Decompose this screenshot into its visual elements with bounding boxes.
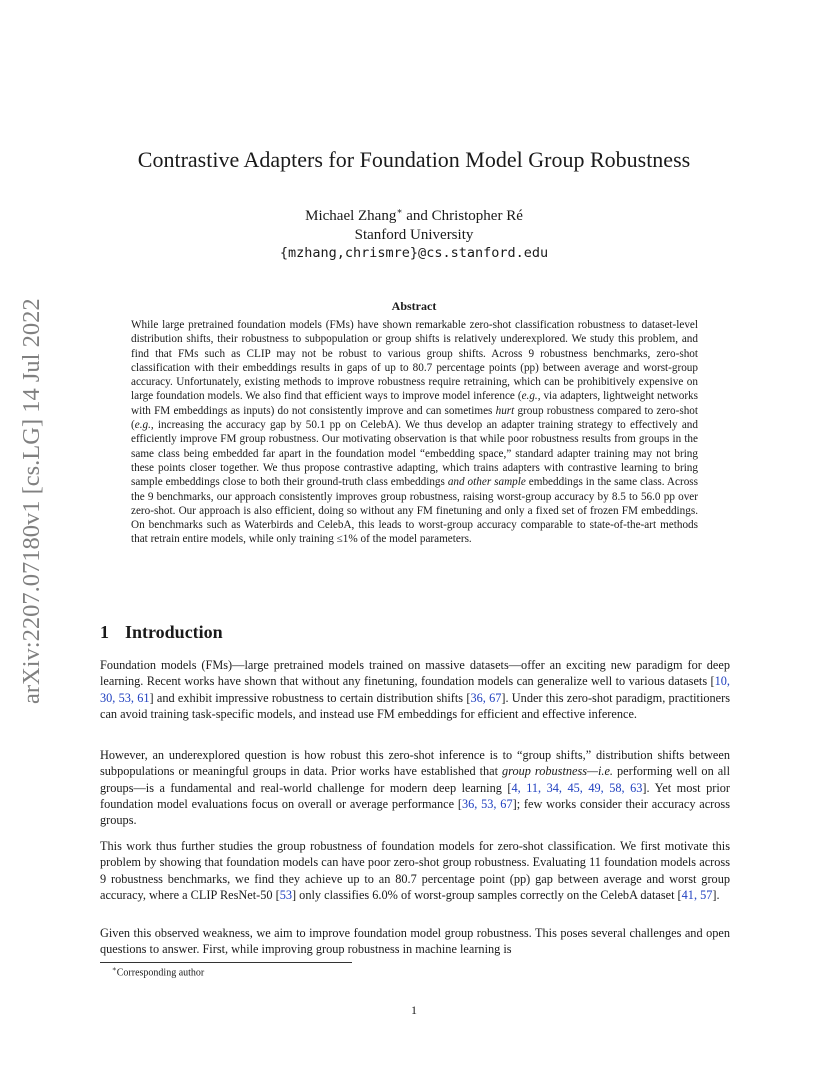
author-name-second: and Christopher Ré (402, 208, 523, 224)
abstract-segment: , via adapters, lightweight networks with FM embeddings as inputs) do not consistently improve and can sometimes (131, 390, 698, 417)
citation-link[interactable]: 10, 30, 53, 61 (100, 674, 730, 705)
author-block (100, 202, 728, 263)
paragraph-text: ]; few works consider their accuracy across groups. (100, 796, 731, 828)
citation-link[interactable]: 53 (279, 887, 293, 902)
citation-link[interactable]: 41, 57 (681, 887, 713, 902)
author-affiliation: Stanford University (354, 226, 474, 243)
citation-link[interactable]: 4, 11, 34, 45, 49, 58, 63 (511, 780, 643, 795)
paragraph-text: Foundation models (FMs)—large pretrained models trained on massive datasets—offer an exciting new paradigm for deep learning. Recent works have shown that without any finetuning, foundation models can generalize well to various datasets [ (100, 658, 730, 689)
arxiv-identifier-stamp: arXiv:2207.07180v1 [cs.LG] 14 Jul 2022 (18, 298, 45, 704)
abstract-segment: , increasing the accuracy gap by 50.1 pp on CelebA). We thus develop an adapter training strategy to effectively and efficiently improve FM group robustness. Our motivating observation is that while poor robustness results from groups in the same class being embedded far apart in the foundation model “embedding space,” standard adapter training may not bring these points closer together. We thus propose contrastive adapting, which trains adapters with contrastive learning to bring sample embeddings close to both their ground-truth class embeddings (131, 419, 698, 489)
paragraph-text: This work thus further studies the group robustness of foundation models for zero-shot classification. We first motivate this problem by showing that foundation models can have poor zero-shot group robustness. Evaluating 11 foundation models across 9 robustness benchmarks, we find they achieve up to an 80.7 percentage point (pp) gap between average and worst group accuracy, where a CLIP ResNet-50 [ (100, 839, 730, 902)
footnote (112, 965, 204, 978)
paper-title: Contrastive Adapters for Foundation Model Group Robustness (137, 147, 691, 172)
page-number: 1 (411, 1003, 417, 1017)
abstract-text (131, 318, 698, 547)
abstract-emphasis: e.g. (521, 390, 538, 403)
intro-paragraph-1 (100, 657, 730, 722)
abstract-emphasis: and other sample (447, 476, 526, 489)
footnote-text: Corresponding author (116, 967, 205, 979)
citation-link[interactable]: 36, 53, 67 (461, 796, 513, 811)
section-title: Introduction (125, 622, 223, 642)
intro-paragraph-3 (100, 838, 730, 903)
section-heading-introduction (100, 622, 223, 643)
abstract-segment: While large pretrained foundation models (FMs) have shown remarkable zero-shot classification robustness to dataset-level distribution shifts, their robustness to subpopulation or group shifts is relatively underexplored. We study this problem, and find that FMs such as CLIP may not be robust to various group shifts. Across 9 robustness benchmarks, zero-shot classification with their embeddings results in gaps of up to 80.7 percentage points (pp) between average and worst-group accuracy. Unfortunately, existing methods to improve robustness require retraining, which can be prohibitively expensive on large foundation models. We also find that efficient ways to improve model inference ( (131, 319, 698, 403)
paragraph-text: ] and exhibit impressive robustness to certain distribution shifts [ (149, 690, 471, 705)
abstract-segment: embeddings in the same class. Across the 9 benchmarks, our approach consistently improves group robustness, raising worst-group accuracy by 8.5 to 56.0 pp over zero-shot. Our approach is also efficient, doing so without any FM finetuning and only a fixed set of frozen FM embeddings. On benchmarks such as Waterbirds and CelebA, this leads to worst-group accuracy comparable to state-of-the-art methods that retrain entire models, while only training ≤1% of the model parameters. (131, 476, 698, 546)
intro-paragraph-2 (100, 747, 730, 828)
footnote-marker: ∗ (112, 965, 117, 973)
paragraph-emphasis: group robustness—i.e. (502, 764, 614, 779)
abstract-emphasis: e.g. (134, 419, 151, 432)
abstract-segment: group robustness compared to zero-shot ( (131, 404, 698, 432)
paragraph-text: ]. (712, 887, 720, 902)
paragraph-text: ] only classifies 6.0% of worst-group samples correctly on the CelebA dataset [ (292, 887, 682, 902)
corresponding-author-marker: ∗ (396, 206, 403, 216)
paragraph-text: performing well on all groups—is a fundamental and real-world challenge for modern deep learning [ (100, 764, 730, 795)
section-number: 1 (100, 622, 109, 642)
paragraph-text: Given this observed weakness, we aim to improve foundation model group robustness. This poses several challenges and open questions to answer. First, while improving group robustness in machine learning is (100, 926, 730, 957)
paragraph-text: ]. Under this zero-shot paradigm, practitioners can avoid training task-specific models, and instead use FM embeddings for efficient and effective inference. (100, 690, 731, 721)
footnote-divider (100, 962, 352, 963)
author-names (100, 202, 728, 226)
intro-paragraph-4 (100, 925, 730, 958)
citation-link[interactable]: 36, 67 (470, 690, 502, 705)
abstract-heading: Abstract (391, 299, 437, 313)
author-name-first: Michael Zhang (305, 208, 397, 224)
paragraph-text: However, an underexplored question is how robust this zero-shot inference is to “group shifts,” distribution shifts between subpopulations or meaningful groups in data. Prior works have established that (100, 748, 730, 779)
abstract-emphasis: hurt (495, 404, 515, 417)
author-email: {mzhang,chrismre}@cs.stanford.edu (279, 245, 549, 261)
paragraph-text: ]. Yet most prior foundation model evaluations focus on overall or average performance [ (100, 780, 730, 811)
